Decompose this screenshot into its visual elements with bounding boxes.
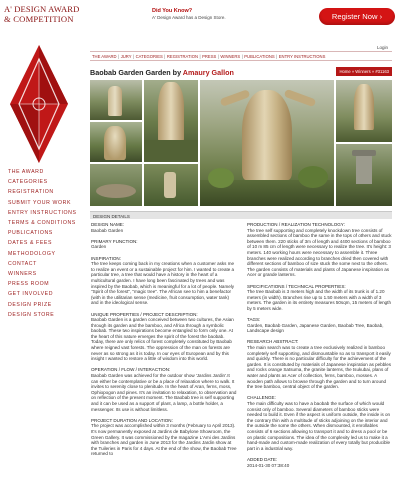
logo-line-2: & COMPETITION	[4, 14, 74, 24]
gallery-photo-3[interactable]	[90, 164, 142, 206]
detail-text: 2014-01-30 07:38:40	[247, 462, 290, 468]
detail-label: PRODUCTION / REALIZATION TECHNOLOGY:	[247, 222, 345, 227]
gallery-photo-6[interactable]	[336, 80, 392, 142]
detail-section	[247, 395, 393, 451]
sidebar-item[interactable]: THE AWARD	[8, 169, 44, 175]
detail-section	[91, 418, 237, 457]
detail-section	[91, 367, 237, 412]
award-diamond-logo	[10, 45, 68, 163]
did-you-know-promo[interactable]	[152, 8, 226, 20]
topnav-item[interactable]: PUBLICATIONS	[244, 53, 275, 59]
topnav-item[interactable]: CATEGORIES	[135, 53, 163, 59]
sidebar-item[interactable]: GET INVOLVED	[8, 291, 54, 298]
sidebar-item[interactable]: PUBLICATIONS	[8, 230, 53, 237]
nav-separator: |	[199, 53, 201, 59]
details-left-column	[91, 222, 237, 463]
gallery-photo-2[interactable]	[90, 122, 142, 162]
detail-label: INSPIRATION:	[91, 255, 121, 261]
detail-text: The tree self supporting and completely knockdown tree consists of assembled sections of bamboo the same in the tops of others and stuck between them. 220 sticks of 3m of length and 4400 sections of bamboo of 10 m 85 cm of length were necessary to realize the tree. It's height: 3 meters. 140 working hours were necessary to assemble it. Three branches were realized according to branches dried then covered with different sections of bamboo of size stuck the some next to the others. The garden consists of materials and plants of Japanese inspiration as Acer or grande lanterns.	[247, 227, 392, 278]
gallery-photo-main[interactable]	[200, 80, 334, 206]
detail-label: ADDED DATE:	[247, 456, 278, 462]
topnav-item[interactable]: PRESS	[202, 53, 217, 59]
sidebar-item[interactable]: DESIGN PRIZE	[8, 301, 52, 308]
topnav-item[interactable]: THE AWARD	[92, 53, 117, 59]
topnav-item[interactable]: WINNERS	[220, 53, 241, 59]
page-title	[90, 68, 234, 77]
nav-separator: |	[217, 53, 219, 59]
site-header	[0, 0, 400, 42]
details-right-column	[247, 222, 393, 474]
detail-label: SPECIFICATIONS / TECHNICAL PROPERTIES:	[247, 283, 346, 289]
sidebar-item[interactable]: ENTRY INSTRUCTIONS	[8, 209, 77, 216]
breadcrumb[interactable]: Home » Winners » #31163	[336, 67, 392, 76]
gallery-photo-7[interactable]	[336, 144, 392, 206]
detail-section	[247, 284, 393, 312]
gallery-photo-5[interactable]	[144, 164, 198, 206]
topnav-item[interactable]: JURY	[120, 53, 132, 59]
title-row	[90, 68, 392, 78]
login-link[interactable]: Login	[376, 45, 388, 50]
sidebar-item[interactable]: DESIGN STORE	[8, 311, 55, 318]
detail-section	[247, 317, 393, 334]
nav-separator: |	[241, 53, 243, 59]
detail-label: OPERATION / FLOW / INTERACTION:	[91, 367, 171, 373]
sidebar-item[interactable]: PRESS ROOM	[8, 281, 50, 288]
detail-label: RESEARCH ABSTRACT:	[247, 339, 299, 345]
detail-section	[91, 256, 237, 306]
detail-text: Baobab Garden was achieved for the outdoor show 'Jardins Jardin'.It can either be contemplative or be a place of relaxation where to walk. It invites to serenity close to plenitude. In the heart of Aran, ferns, moss, Ophiopogon and pines. It's an invitation to relaxation, to observation and on reflection of the present moment. The Baobab tree is self supporting and it can be used as a support of plant, a lamp, a bottle holder, a messenger. Its use is without limitless.	[91, 373, 237, 412]
sidebar-item[interactable]: METHODOLOGY	[8, 250, 56, 257]
topnav-item[interactable]: REGISTRATION	[166, 53, 198, 59]
top-navigation	[90, 51, 392, 61]
detail-label: DESIGN NAME:	[91, 222, 125, 227]
detail-text: The tree Baobab is 3 meters high and the width of its trunk is of 1.20 meters (in width). Branches rise up to 1.50 meters with a width of 3 meters. The garden in its entirety measures 50sqm, 15 meters of length by 5 meters wide.	[247, 289, 391, 311]
detail-text: The main difficulty was to have a baobab the surface of which would consist only of bamboo. Several diameters of bamboo sticks were needed to build it. Even if the aspect is uniform outside, the inside is on the contrary thin with a multitude of sticks adjoining on the interior and the outside the some the others. When dismounted, it enrollables consists of 6 sections allowing to transport it and to dress a pool or be on plastic compositions. The idea of the complexity led us to make it a hand-made and custom-made realization of every totally but producible part in a industrial way.	[247, 401, 391, 451]
detail-text: The project was accomplished within 3 months (February to April 2013). It's now permanently exposed at Jardins de Babylone Showroom, the Green Gallery. It was commissioned by the magazine L'Ami des Jardins with branches and garden in June 2013 for the Jardins Jardin show at the Tuileries in Paris for 4 days. At the end of the show, the Baobab Tree returned to	[91, 423, 237, 457]
nav-separator: |	[118, 53, 120, 59]
detail-text: The main search was to create a tree exclusively realized in bamboo completely self supporting, and dismountable so as to transport it easily and quickly. There is no particular difficulty for the achievement of the garden. It is constituted by materials of Japanese inspiration as pebbles and rocks orange Satsuma, the granite lanterns, the tsukubai, plans of water and plants as Acer of collection, ferns, bamboo, mosses. A wooden path allows to browse through the garden and to turn around the tree bamboo, central object of the garden.	[247, 345, 392, 390]
detail-section	[91, 312, 237, 362]
sidebar-item[interactable]: TERMS & CONDITIONS	[8, 220, 76, 227]
design-title: Baobab Garden Garden by	[90, 68, 183, 77]
detail-text: Garden	[91, 244, 107, 250]
promo-question: Did You Know?	[152, 8, 193, 14]
detail-label: CHALLENGE:	[247, 395, 276, 401]
logo-line-1: A' DESIGN AWARD	[4, 4, 80, 14]
detail-label: PRIMARY FUNCTION:	[91, 238, 138, 244]
design-details-header	[90, 211, 392, 219]
designer-link[interactable]: Amaury Gallon	[182, 68, 234, 77]
sidebar-item[interactable]: WINNERS	[8, 271, 37, 278]
detail-section	[91, 239, 237, 250]
sidebar-item[interactable]: CATEGORIES	[8, 179, 48, 186]
design-image-gallery	[90, 80, 392, 208]
detail-section	[247, 457, 393, 468]
sidebar-menu	[8, 167, 88, 320]
detail-section	[91, 222, 237, 233]
sidebar-item[interactable]: SUBMIT YOUR WORK	[8, 199, 72, 206]
register-now-button[interactable]: Register Now ›	[319, 8, 395, 25]
topnav-item[interactable]: ENTRY INSTRUCTIONS	[278, 53, 326, 59]
gallery-photo-1[interactable]	[90, 80, 142, 120]
detail-label: TAGS:	[247, 317, 261, 323]
sidebar-item[interactable]: DATES & FEES	[8, 240, 53, 247]
gallery-photo-4[interactable]	[144, 80, 198, 162]
sidebar-item[interactable]: CONTACT	[8, 260, 37, 267]
design-details-title: DESIGN DETAILS	[93, 213, 130, 219]
detail-text: The tree keeps coming back in my creations when a customer asks me to realize an event or a sustainable project for him. I wanted to create a particular tree, a tree that would have a history in the heart of a multicultural garden. I have long been fascinated by trees and was inspired by the Baobab, which is meaningful for a lot of people. Namely "Spirit of the forest", "magic tree". The African see to him a benefactor (with in the utilitarian sense (medicine, fruit consumption, water tank) and in the ideological sense.	[91, 261, 235, 306]
detail-section	[247, 339, 393, 389]
nav-separator: |	[276, 53, 278, 59]
detail-section	[247, 222, 393, 278]
detail-text: Baobab Garden is a garden conceived between two cultures, the Asian through its garden and the bamboo, and Africa through a symbolic baobab. These two inspirations become entangled to form only one. At the heart of this nature emerges the spirit of the forest the baobab. Today, there are only relics of forest completely constituted by Baobab where reigned vast forests. The oppression of the man on forests are never as so strong as it is today. In our eyes of European and by this insight I wanted to restore a little of wisdom into this world.	[91, 317, 234, 362]
detail-label: UNIQUE PROPERTIES / PROJECT DESCRIPTION:	[91, 311, 198, 317]
nav-separator: |	[164, 53, 166, 59]
sidebar-item[interactable]: REGISTRATION	[8, 189, 54, 196]
site-logo[interactable]	[4, 4, 80, 24]
promo-subtext: A' Design Award has a Design Store.	[152, 15, 226, 20]
detail-label: PROJECT DURATION AND LOCATION:	[91, 417, 173, 423]
nav-separator: |	[133, 53, 135, 59]
detail-text: Garden, Baobab Garden, Japanese Garden, Baobab Tree, Baobab, Landscape design	[247, 322, 384, 334]
detail-text: Baobab Garden	[91, 227, 124, 233]
diamond-icon	[10, 45, 68, 163]
